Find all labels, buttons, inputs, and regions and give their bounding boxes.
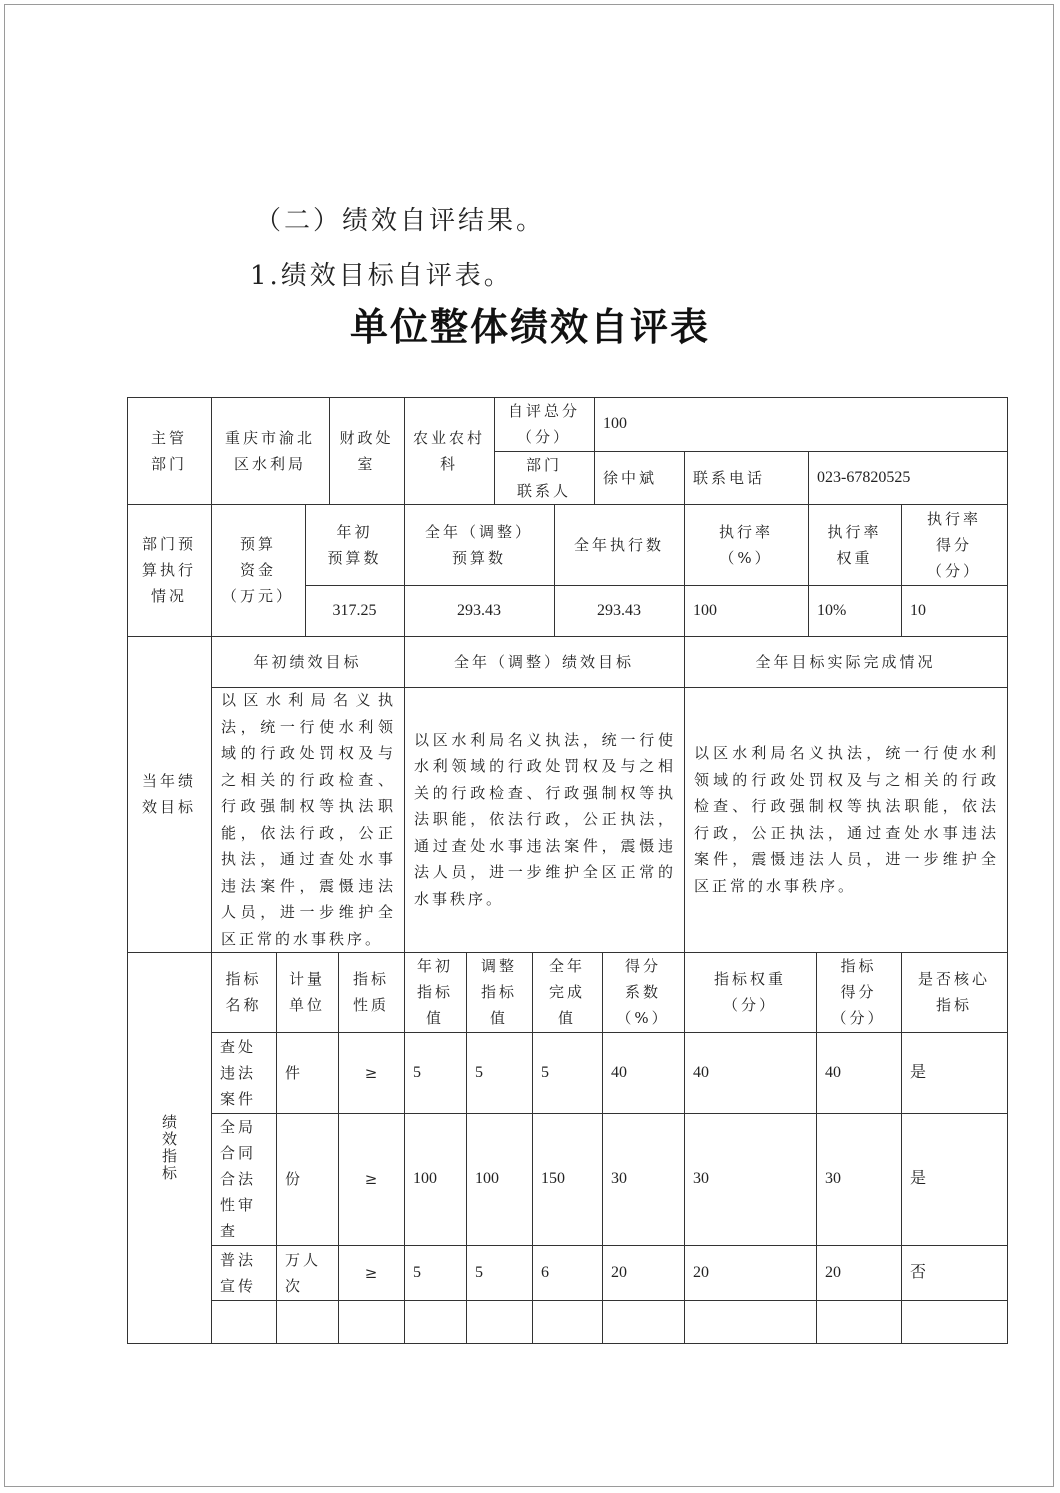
indicator-header: 指标 得分 （分） (831, 957, 886, 1027)
indicator-value: 30 (611, 1170, 627, 1187)
indicator-value: 5 (541, 1063, 549, 1081)
goals-header: 全年目标实际完成情况 (755, 652, 936, 671)
indicator-header: 得分 系数 （%） (616, 957, 670, 1027)
phone-label: 联系电话 (693, 468, 766, 487)
indicator-value: 30 (825, 1170, 841, 1187)
subsection-heading: 1.绩效目标自评表。 (250, 261, 513, 291)
goals-header: 年初绩效目标 (253, 652, 362, 671)
goals-header: 全年（调整）绩效目标 (453, 652, 634, 671)
indicator-value: 30 (693, 1170, 709, 1187)
budget-header: 年初 预算数 (327, 522, 382, 567)
indicator-value: 万人 次 (285, 1250, 322, 1295)
contact-value: 徐中斌 (603, 468, 658, 487)
indicator-value: 是 (910, 1170, 927, 1187)
indicator-value: 是 (910, 1063, 927, 1081)
indicator-header: 全年 完成 值 (548, 957, 585, 1027)
indicator-value: 否 (910, 1263, 927, 1281)
indicator-value: 5 (475, 1263, 483, 1281)
table-rule (211, 1300, 1008, 1301)
budget-header: 执行率 权重 (827, 522, 882, 567)
indicator-value: 100 (413, 1170, 437, 1187)
initial-goal-text: 以区水利局名义执法，统一行使水利领域的行政处罚权及与之相关的行政检查、行政强制权等执法职能，依法行政，公正执法，通过查处水事违法案件，震慑违法人员，进一步维护全区正常的水事秩序。 (221, 691, 396, 948)
actual-goal-text: 以区水利局名义执法，统一行使水利领域的行政处罚权及与之相关的行政检查、行政强制权等执法职能，依法行政，公正执法，通过查处水事违法案件，震慑违法人员，进一步维护全区正常的水事秩序。 (694, 744, 999, 895)
table-rule (1007, 397, 1008, 1344)
office-label: 财政处 室 (339, 428, 394, 473)
section-heading: （二）绩效自评结果。 (255, 206, 546, 236)
indicator-value: 150 (541, 1170, 565, 1187)
contact-label: 部门 联系人 (516, 455, 571, 500)
indicator-value: 份 (285, 1170, 304, 1188)
indicator-value: ≥ (364, 1063, 378, 1082)
score-value: 100 (603, 415, 627, 432)
phone-value: 023-67820525 (817, 468, 911, 486)
dept-value: 重庆市渝北 区水利局 (224, 428, 315, 473)
indicator-header: 指标权重 （分） (713, 970, 786, 1014)
indicator-header: 指标 性质 (352, 970, 389, 1014)
indicator-header: 年初 指标 值 (416, 957, 453, 1027)
indicator-value: 40 (825, 1063, 841, 1081)
budget-value: 293.43 (597, 601, 641, 619)
budget-value: 317.25 (332, 601, 377, 619)
indicator-header: 是否核心 指标 (917, 970, 990, 1014)
adjusted-goal-text: 以区水利局名义执法，统一行使水利领域的行政处罚权及与之相关的行政检查、行政强制权等执法职能，依法行政，公正执法，通过查处水事违法案件，震慑违法人员，进一步维护全区正常的水事秩序。 (414, 730, 676, 908)
indicator-value: 40 (693, 1063, 709, 1081)
fund-label: 预算 资金 （万元） (221, 535, 294, 605)
dept-label: 主管 部门 (150, 428, 187, 473)
budget-header: 执行率 （%） (718, 522, 773, 567)
table-title: 单位整体绩效自评表 (349, 304, 710, 349)
indicator-value: 20 (611, 1263, 627, 1281)
indicator-value: ≥ (364, 1170, 378, 1188)
budget-header: 全年（调整） 预算数 (424, 522, 533, 567)
indicator-value: 6 (541, 1263, 549, 1281)
score-label: 自评总分 （分） (507, 402, 580, 446)
budget-value: 293.43 (457, 601, 501, 619)
budget-value: 10 (910, 601, 926, 619)
indicator-name: 普法 宣传 (220, 1250, 257, 1295)
indicator-value: 20 (693, 1263, 709, 1281)
budget-value: 100 (693, 601, 717, 619)
indicator-value: 件 (285, 1063, 304, 1082)
indicator-header: 指标 名称 (225, 970, 262, 1014)
indicator-header: 调整 指标 值 (480, 957, 517, 1027)
indicator-value: 5 (475, 1063, 483, 1081)
budget-header: 执行率 得分 （分） (926, 509, 981, 580)
indicator-value: 5 (413, 1263, 421, 1281)
indicators-section-label: 绩效指标 (160, 1113, 178, 1182)
indicator-value: 5 (413, 1063, 421, 1081)
indicator-value: ≥ (364, 1263, 378, 1282)
office-value: 农业农村 科 (412, 428, 485, 473)
budget-value: 10% (817, 601, 847, 619)
indicator-name: 全局 合同 合法 性审 查 (220, 1118, 257, 1240)
indicator-value: 100 (475, 1170, 499, 1187)
indicator-name: 查处 违法 案件 (220, 1037, 257, 1108)
indicator-header: 计量 单位 (288, 970, 325, 1014)
goals-section-label: 当年绩 效目标 (141, 772, 196, 816)
table-rule (127, 1343, 1008, 1344)
budget-header: 全年执行数 (573, 535, 664, 554)
budget-section-label: 部门预 算执行 情况 (141, 535, 196, 605)
indicator-value: 20 (825, 1263, 841, 1281)
indicator-value: 40 (611, 1063, 627, 1081)
